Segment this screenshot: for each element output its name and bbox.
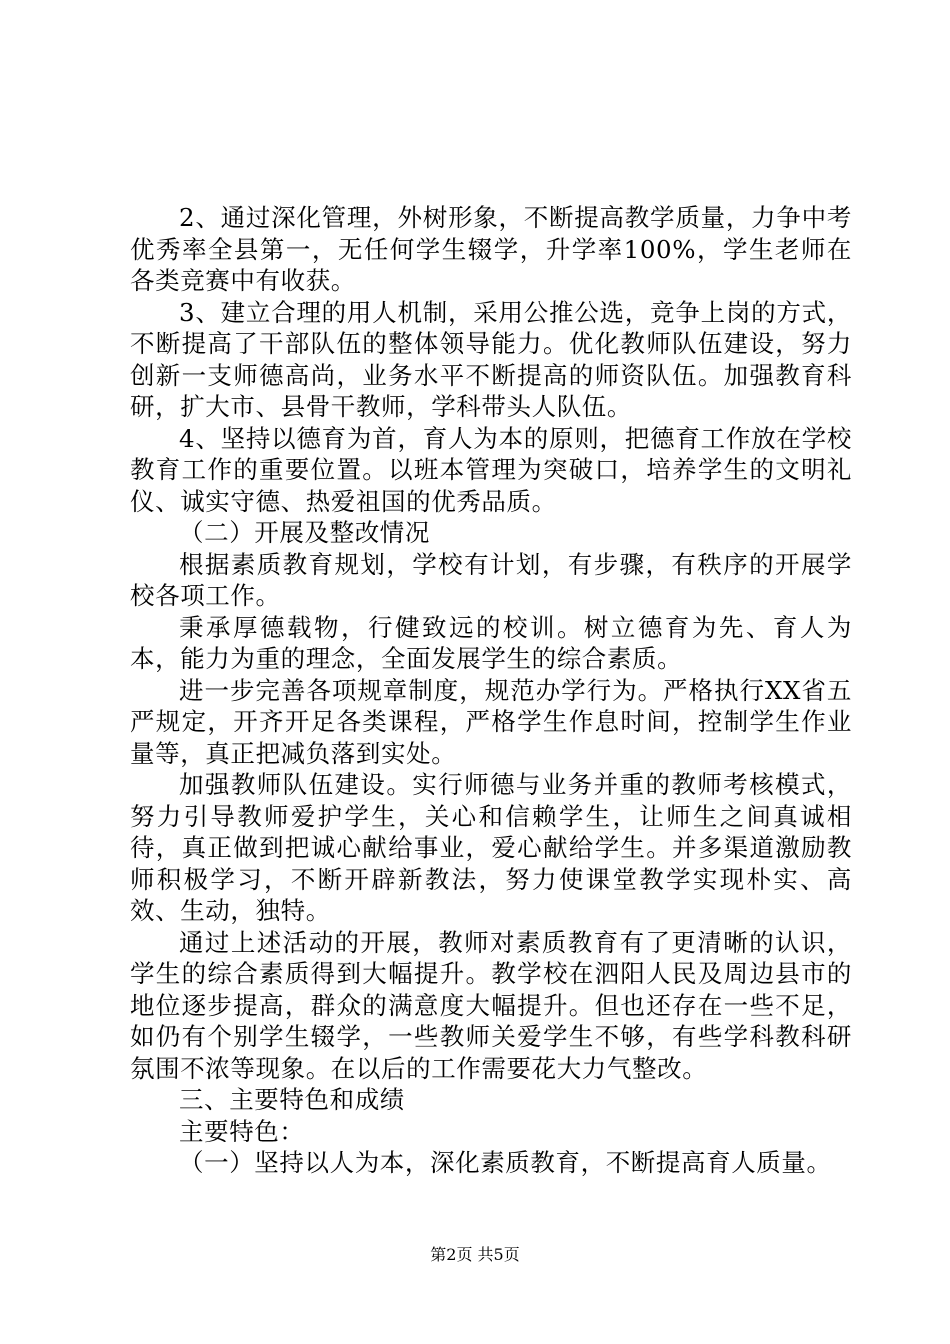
section-heading-features: 三、主要特色和成绩 (179, 1085, 405, 1114)
paragraph-planning: 根据素质教育规划，学校有计划，有步骤，有秩序的开展学校各项工作。 (130, 549, 852, 610)
document-body (130, 202, 852, 1179)
paragraph-goal-4: 4、坚持以德育为首，育人为本的原则，把德育工作放在学校教育工作的重要位置。以班本管理为突破口，培养学生的文明礼仪、诚实守德、热爱祖国的优秀品质。 (130, 423, 852, 516)
paragraph-results: 通过上述活动的开展，教师对素质教育有了更清晰的认识，学生的综合素质得到大幅提升。教学校在泗阳人民及周边县市的地位逐步提高，群众的满意度大幅提升。但也还存在一些不足，如仍有个别学生辍学，一些教师关爱学生不够，有些学科教科研氛围不浓等现象。在以后的工作需要花大力气整改。 (130, 927, 852, 1083)
paragraph-teacher-team: 加强教师队伍建设。实行师德与业务并重的教师考核模式，努力引导教师爱护学生，关心和信赖学生，让师生之间真诚相待，真正做到把诚心献给事业，爱心献给学生。并多渠道激励教师积极学习，不断开辟新教法，努力使课堂教学实现朴实、高效、生动，独特。 (130, 770, 852, 925)
paragraph-main-features: 主要特色： (179, 1116, 305, 1146)
paragraph-regulations: 进一步完善各项规章制度，规范办学行为。严格执行XX省五严规定，开齐开足各类课程，严格学生作息时间，控制学生作业量等，真正把减负落到实处。 (130, 675, 852, 768)
section-heading-implementation: （二）开展及整改情况 (179, 518, 430, 547)
paragraph-school-motto: 秉承厚德载物，行健致远的校训。树立德育为先、育人为本，能力为重的理念，全面发展学生的综合素质。 (130, 612, 852, 673)
paragraph-goal-3: 3、建立合理的用人机制，采用公推公选，竞争上岗的方式，不断提高了干部队伍的整体领导能力。优化教师队伍建设，努力创新一支师德高尚，业务水平不断提高的师资队伍。加强教育科研，扩大市、县骨干教师，学科带头人队伍。 (130, 297, 852, 421)
page-number-footer: 第2页 共5页 (430, 1245, 520, 1264)
paragraph-goal-2: 2、通过深化管理，外树形象，不断提高教学质量，力争中考优秀率全县第一，无任何学生辍学，升学率100%，学生老师在各类竞赛中有收获。 (130, 203, 852, 295)
paragraph-feature-1: （一）坚持以人为本，深化素质教育，不断提高育人质量。 (179, 1148, 832, 1177)
